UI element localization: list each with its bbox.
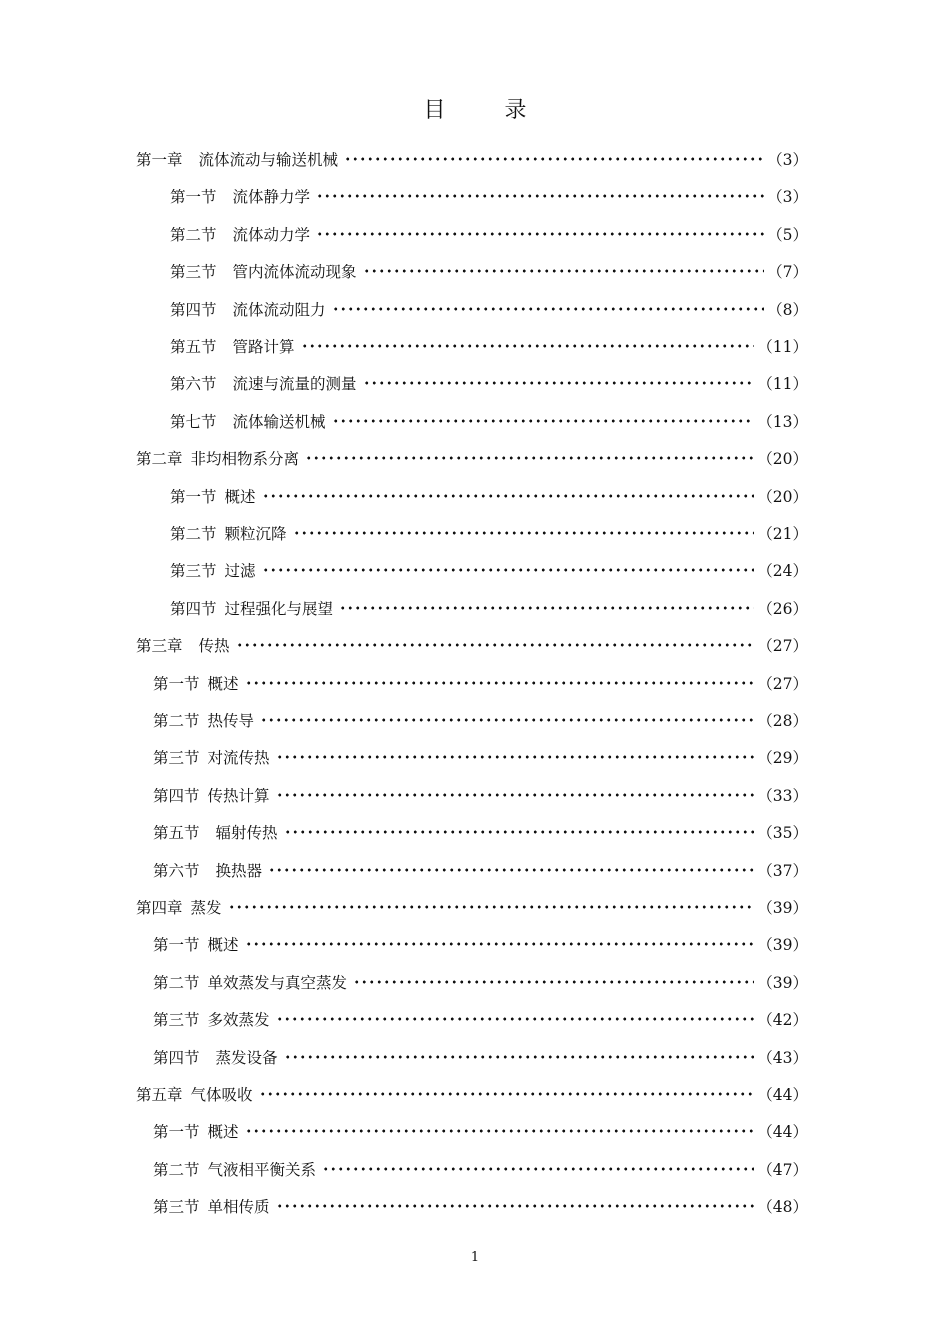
toc-entry-title: 换热器 — [215, 861, 263, 880]
toc-entry-title: 传热计算 — [207, 786, 270, 805]
toc-entry-title: 流体输送机械 — [232, 412, 326, 431]
toc-entry-title: 管路计算 — [232, 338, 295, 356]
toc-section-entry[interactable] — [170, 409, 808, 433]
toc-section-entry[interactable] — [170, 596, 808, 620]
toc-entry-title: 流体流动与输送机械 — [198, 151, 339, 169]
toc-entry-title: 气体吸收 — [190, 1086, 253, 1104]
toc-section-entry[interactable] — [170, 259, 808, 283]
toc-section-entry[interactable] — [153, 1045, 808, 1069]
toc-entry-number: 第二节 — [153, 712, 200, 730]
toc-entry-page: （11） — [757, 375, 808, 394]
toc-entry-page: （7） — [767, 263, 808, 282]
toc-entry-title: 多效蒸发 — [207, 1011, 270, 1030]
toc-entry-title: 过程强化与展望 — [224, 599, 334, 618]
toc-entry-page: （42） — [757, 1011, 808, 1030]
toc-entry-title: 概述 — [224, 487, 256, 506]
toc-entry-page: （26） — [757, 599, 808, 618]
toc-entry-number: 第三章 — [136, 637, 183, 656]
toc-entry-page: （44） — [757, 1086, 808, 1104]
toc-chapter-entry[interactable] — [136, 633, 808, 657]
toc-entry-number: 第五节 — [153, 824, 200, 843]
toc-entry-number: 第三节 — [153, 1198, 200, 1217]
toc-entry-number: 第三节 — [153, 749, 200, 768]
toc-entry-page: （39） — [757, 936, 808, 955]
toc-entry-page: （27） — [757, 637, 808, 656]
toc-entry-number: 第四节 — [153, 786, 200, 805]
toc-entry-title: 概述 — [207, 674, 239, 693]
toc-entry-number: 第三节 — [170, 263, 217, 282]
dot-leader — [363, 371, 755, 395]
toc-entry-title: 气液相平衡关系 — [207, 1160, 317, 1179]
toc-entry-page: （47） — [757, 1160, 808, 1179]
toc-entry-page: （3） — [767, 188, 808, 207]
toc-entry-page: （21） — [757, 525, 808, 543]
toc-entry-number: 第四章 — [136, 899, 183, 917]
toc-section-entry[interactable] — [170, 558, 808, 582]
toc-entry-title: 对流传热 — [207, 749, 270, 768]
toc-section-entry[interactable] — [153, 671, 808, 695]
toc-entry-page: （8） — [767, 300, 808, 319]
dot-leader — [301, 334, 755, 358]
toc-entry-page: （48） — [757, 1198, 808, 1217]
toc-entry-number: 第二节 — [153, 973, 200, 992]
toc-entry-title: 流体动力学 — [232, 225, 311, 244]
toc-section-entry[interactable] — [153, 1194, 808, 1218]
toc-entry-title: 颗粒沉降 — [224, 525, 287, 543]
toc-entry-page: （43） — [757, 1048, 808, 1067]
toc-section-entry[interactable] — [153, 708, 808, 732]
toc-entry-number: 第一节 — [153, 936, 200, 955]
toc-entry-page: （13） — [757, 412, 808, 431]
toc-entry-page: （33） — [757, 786, 808, 805]
page-number: 1 — [470, 1250, 480, 1265]
toc-entry-page: （35） — [757, 824, 808, 843]
toc-entry-title: 单相传质 — [207, 1198, 270, 1217]
dot-leader — [305, 446, 754, 470]
toc-entry-number: 第二节 — [170, 525, 217, 543]
toc-entry-number: 第二节 — [170, 225, 217, 244]
dot-leader — [262, 484, 755, 508]
toc-entry-number: 第一节 — [170, 188, 217, 207]
toc-entry-number: 第一章 — [136, 151, 183, 169]
dot-leader — [262, 558, 755, 582]
dot-leader — [284, 1045, 755, 1069]
toc-entry-number: 第四节 — [153, 1048, 200, 1067]
dot-leader — [332, 409, 755, 433]
toc-section-entry[interactable] — [153, 783, 808, 807]
toc-section-entry[interactable] — [170, 484, 808, 508]
toc-entry-title: 热传导 — [207, 712, 255, 730]
toc-entry-title: 单效蒸发与真空蒸发 — [207, 973, 348, 992]
toc-entry-page: （3） — [767, 151, 808, 169]
toc-section-entry[interactable] — [153, 858, 808, 882]
toc-entry-title: 管内流体流动现象 — [232, 263, 357, 282]
dot-leader — [276, 1007, 755, 1031]
dot-leader — [276, 1194, 755, 1218]
dot-leader — [276, 783, 755, 807]
toc-entry-title: 概述 — [207, 1123, 239, 1142]
toc-entry-page: （44） — [757, 1123, 808, 1142]
toc-entry-page: （39） — [757, 973, 808, 992]
toc-entry-number: 第一节 — [153, 1123, 200, 1142]
toc-entry-number: 第三节 — [170, 562, 217, 581]
toc-section-entry[interactable] — [153, 970, 808, 994]
toc-entry-number: 第四节 — [170, 300, 217, 319]
toc-entry-title: 蒸发 — [190, 899, 222, 917]
toc-entry-title: 辐射传热 — [215, 824, 278, 843]
toc-section-entry[interactable] — [170, 184, 808, 208]
toc-entry-title: 过滤 — [224, 562, 256, 581]
toc-section-entry[interactable] — [170, 334, 808, 358]
dot-leader — [268, 858, 754, 882]
toc-section-entry[interactable] — [170, 222, 808, 246]
toc-section-entry[interactable] — [153, 745, 808, 769]
toc-entry-number: 第一节 — [153, 674, 200, 693]
toc-section-entry[interactable] — [170, 521, 808, 545]
page-title: 目 录 — [423, 98, 553, 123]
toc-entry-number: 第二章 — [136, 450, 183, 469]
dot-leader — [236, 633, 755, 657]
toc-section-entry[interactable] — [153, 1119, 808, 1143]
dot-leader — [284, 820, 755, 844]
toc-chapter-entry[interactable] — [136, 895, 808, 919]
toc-entry-number: 第六节 — [170, 375, 217, 394]
toc-entry-title: 流体静力学 — [232, 188, 311, 207]
dot-leader — [322, 1157, 754, 1181]
dot-leader — [344, 147, 764, 171]
toc-chapter-entry[interactable] — [136, 1082, 808, 1106]
dot-leader — [245, 1119, 755, 1143]
toc-section-entry[interactable] — [153, 1157, 808, 1181]
toc-entry-title: 非均相物系分离 — [190, 450, 300, 469]
toc-entry-title: 流体流动阻力 — [232, 300, 326, 319]
toc-entry-page: （5） — [767, 225, 808, 244]
toc-entry-title: 蒸发设备 — [215, 1048, 278, 1067]
toc-entry-title: 流速与流量的测量 — [232, 375, 357, 394]
toc-entry-page: （28） — [757, 712, 808, 730]
toc-entry-number: 第七节 — [170, 412, 217, 431]
toc-chapter-entry[interactable] — [136, 147, 808, 171]
toc-entry-page: （39） — [757, 899, 808, 917]
toc-section-entry[interactable] — [170, 371, 808, 395]
toc-chapter-entry[interactable] — [136, 446, 808, 470]
toc-entry-page: （29） — [757, 749, 808, 768]
toc-entry-page: （20） — [757, 487, 808, 506]
toc-entry-number: 第四节 — [170, 599, 217, 618]
dot-leader — [316, 222, 764, 246]
dot-leader — [228, 895, 755, 919]
toc-entry-number: 第一节 — [170, 487, 217, 506]
dot-leader — [332, 297, 765, 321]
dot-leader — [363, 259, 765, 283]
toc-section-entry[interactable] — [170, 297, 808, 321]
toc-entry-page: （27） — [757, 674, 808, 693]
toc-entry-page: （37） — [757, 861, 808, 880]
toc-entry-number: 第二节 — [153, 1160, 200, 1179]
dot-leader — [316, 184, 764, 208]
dot-leader — [245, 671, 755, 695]
dot-leader — [339, 596, 754, 620]
toc-section-entry[interactable] — [153, 820, 808, 844]
toc-entry-number: 第五章 — [136, 1086, 183, 1104]
toc-entry-page: （20） — [757, 450, 808, 469]
toc-section-entry[interactable] — [153, 1007, 808, 1031]
toc-section-entry[interactable] — [153, 932, 808, 956]
dot-leader — [353, 970, 754, 994]
dot-leader — [259, 1082, 755, 1106]
dot-leader — [245, 932, 755, 956]
toc-entry-page: （24） — [757, 562, 808, 581]
dot-leader — [293, 521, 755, 545]
toc-entry-number: 第三节 — [153, 1011, 200, 1030]
toc-entry-page: （11） — [757, 338, 808, 356]
dot-leader — [276, 745, 755, 769]
dot-leader — [260, 708, 754, 732]
toc-entry-title: 概述 — [207, 936, 239, 955]
toc-entry-number: 第六节 — [153, 861, 200, 880]
toc-entry-title: 传热 — [198, 637, 230, 656]
toc-entry-number: 第五节 — [170, 338, 217, 356]
